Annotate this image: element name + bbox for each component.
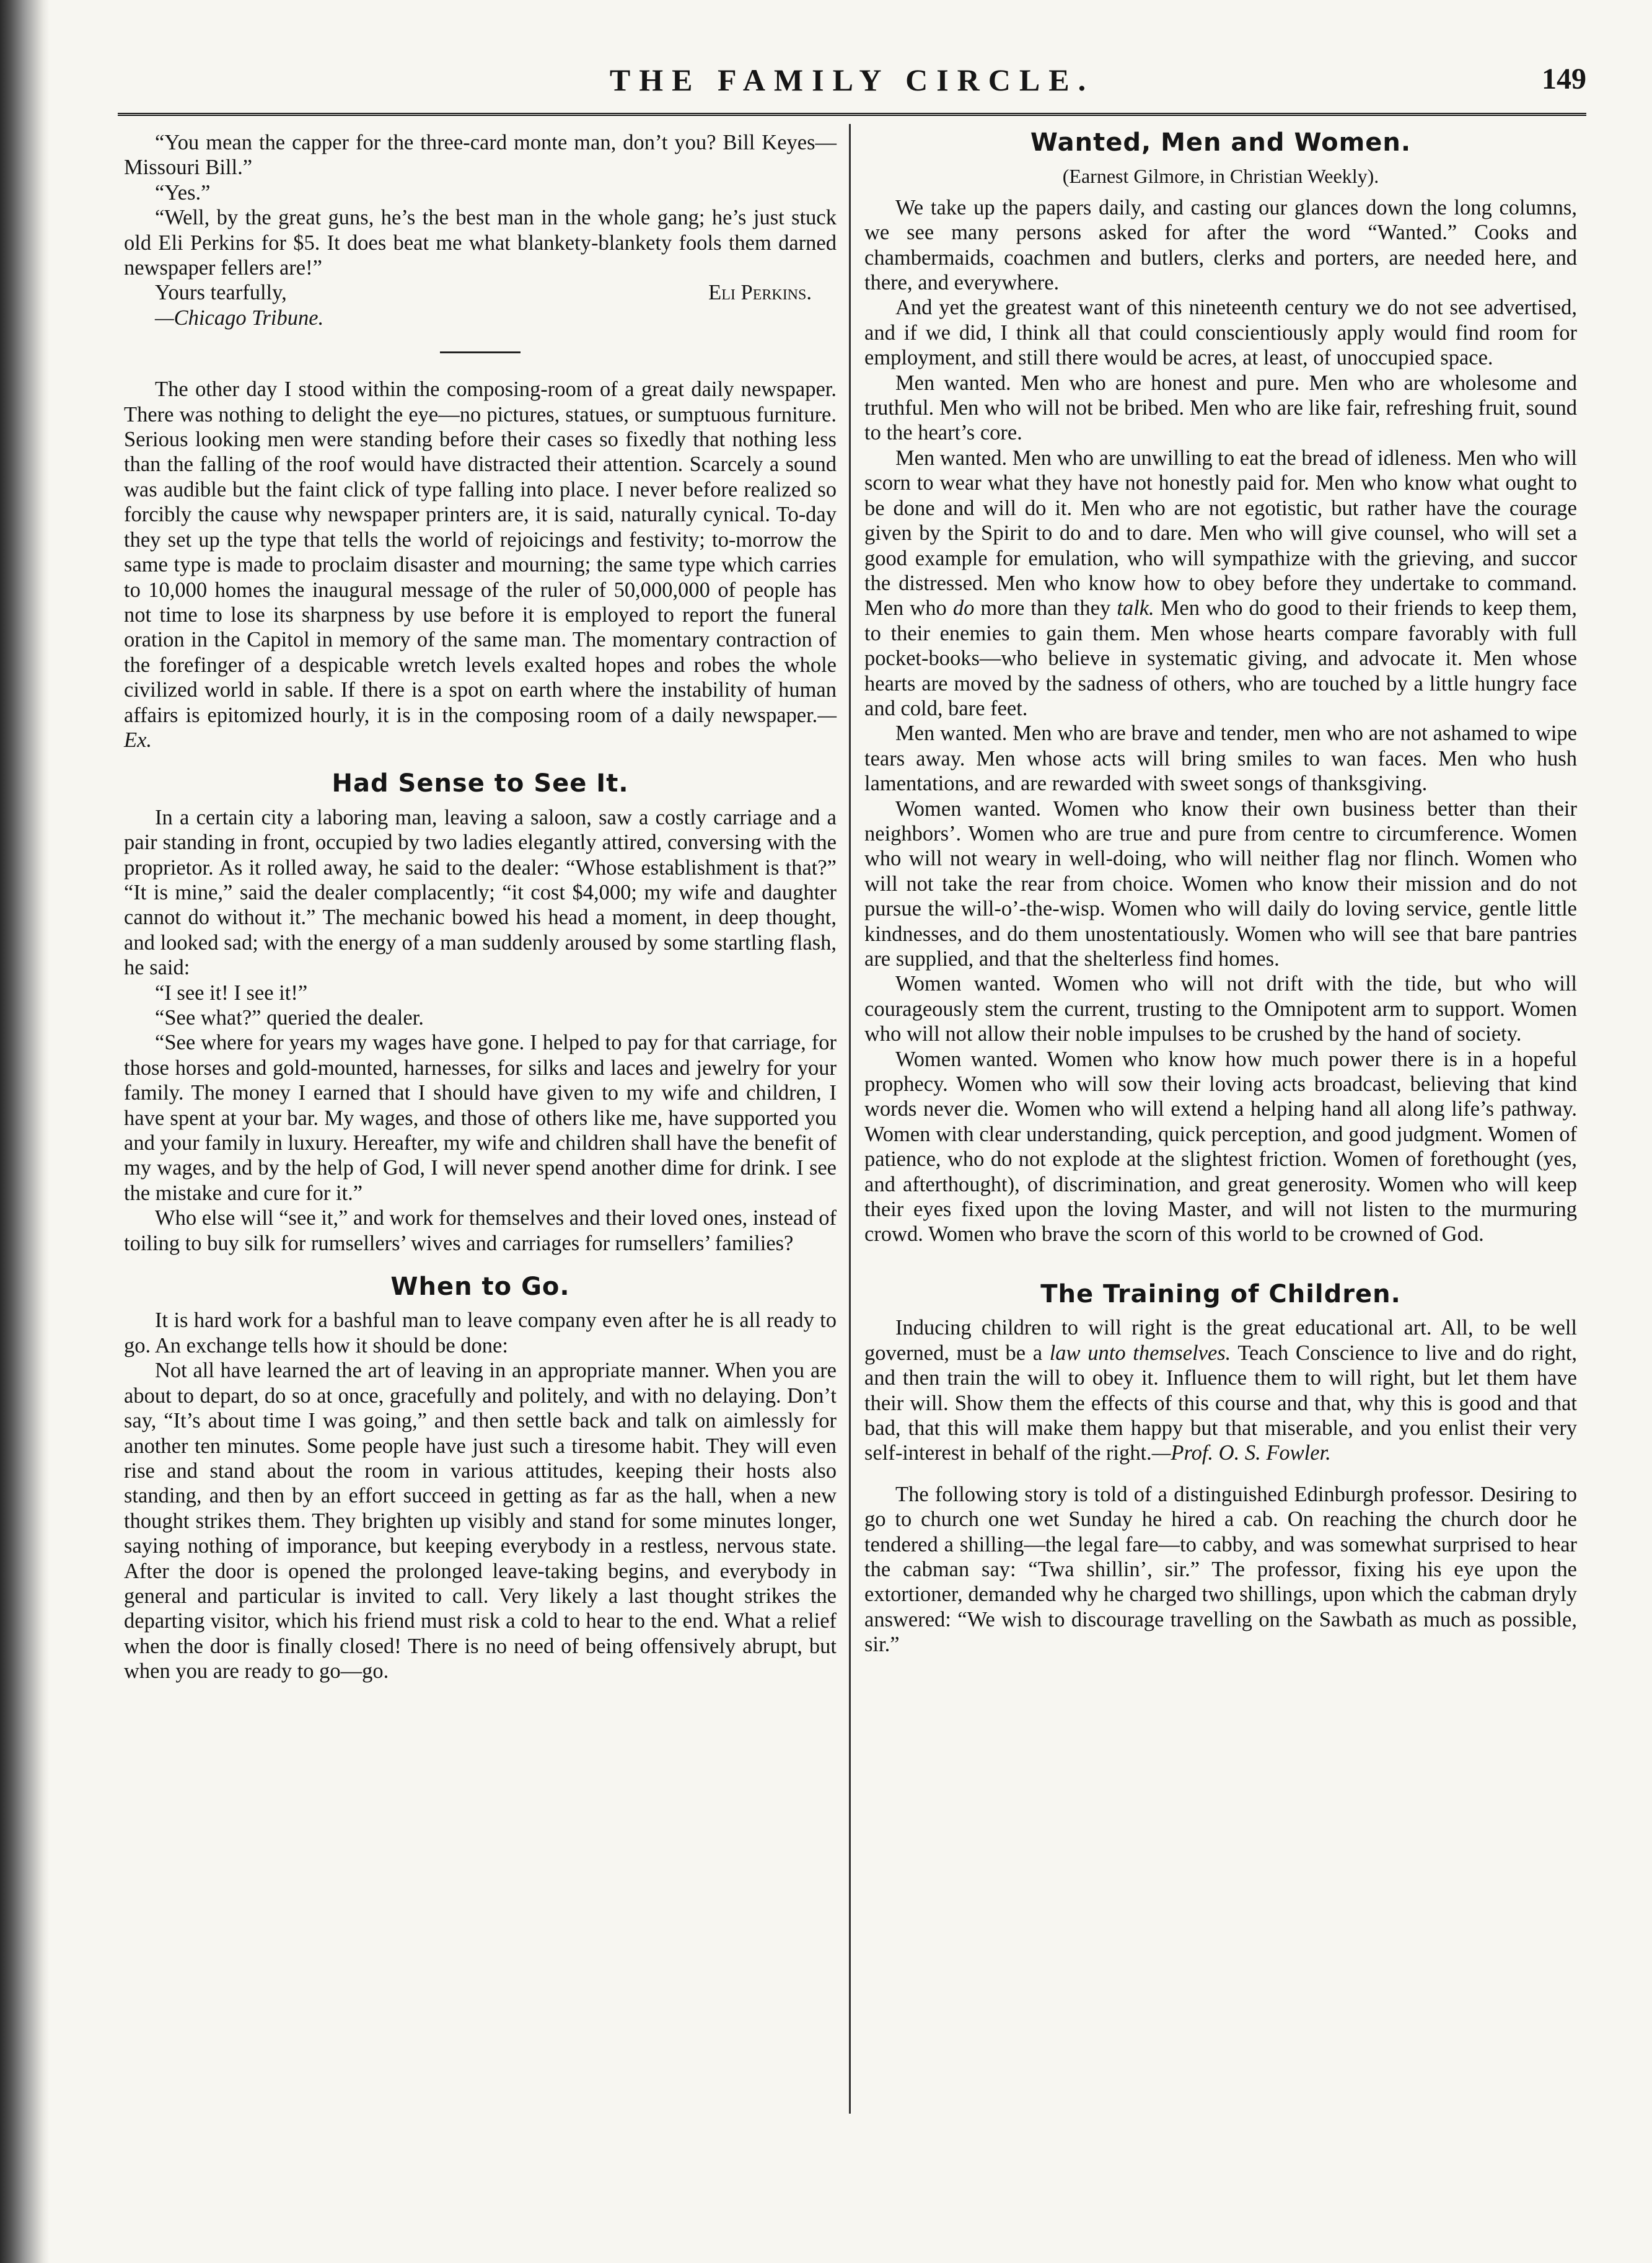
wanted-text: more than they xyxy=(980,596,1111,620)
go-article xyxy=(124,1308,837,1683)
training-article xyxy=(864,1315,1577,1465)
go-heading: When to Go. xyxy=(390,1273,570,1302)
wanted-article xyxy=(864,195,1577,1247)
monte-signature-line xyxy=(124,280,837,305)
header-rule xyxy=(118,113,1586,116)
wanted-byline: (Earnest Gilmore, in Christian Weekly). xyxy=(1062,165,1379,188)
binding-edge-shadow xyxy=(0,0,50,2263)
composing-room-source: —Ex. xyxy=(124,703,837,752)
page-header xyxy=(118,62,1586,112)
training-text: Inducing children to will right is the great educational art. All, to be well governed, must be a xyxy=(864,1316,1577,1365)
wanted-emphasis-do: do xyxy=(952,596,975,620)
page-number: 149 xyxy=(1542,63,1586,95)
sense-paragraph: “See what?” queried the dealer. xyxy=(155,1006,424,1030)
monte-closing: Yours tearfully, xyxy=(155,281,287,305)
go-paragraph: It is hard work for a bashful man to leave company even after he is all ready to go. An exchange tells how it should be done: xyxy=(124,1308,837,1357)
wanted-emphasis-talk: talk. xyxy=(1117,596,1154,620)
training-paragraph xyxy=(864,1315,1577,1465)
training-text: Teach Conscience to live and do right, and then train the will to obey it. Influence them to will right, but let them have their will. Show them the effects of this course and that, why this is good and that bad, that this will make them happy but that miserable, and you enlist their very self-interest in behalf of the right. xyxy=(864,1341,1577,1465)
cabby-paragraph: The following story is told of a distinguished Edinburgh professor. Desiring to go to church one wet Sunday he hired a cab. On reaching the church door he tendered a shilling—the legal fare—to cabby, and was somewhat surprised to hear the cabman say: “Twa shillin’, sir.” The professor, fixing his eye upon the extortioner, demanded why he charged two shillings, upon which the cabman dryly answered: “We wish to discourage travelling on the Sawbath as much as possible, sir.” xyxy=(864,1482,1577,1657)
monte-paragraph: “Well, by the great guns, he’s the best man in the whole gang; he’s just stuck old Eli Perkins for $5. It does beat me what blankety-blankety fools them darned newspaper fellers are!” xyxy=(124,206,837,280)
wanted-text: Men wanted. Men who are unwilling to eat the bread of idleness. Men who will scorn to wear what they have not honestly paid for. Men who know what ought to be done and will do it. Men who are not egotistic, but rather have the courage given by the Spirit to do and to dare. Men who will give counsel, who will set a good example for emulation, who will sympathize with the grieving, and succor the distressed. Men who know how to obey before they undertake to command. Men who xyxy=(864,446,1577,620)
sense-paragraph: In a certain city a laboring man, leaving a saloon, saw a costly carriage and a pair standing in front, occupied by two ladies elegantly attired, conversing with the proprietor. As it rolled away, he said to the dealer: “Whose establishment is that?” “It is mine,” said the dealer complacently; “it cost $4,000; my wife and daughter cannot do without it.” The mechanic bowed his head a moment, in deep thought, and looked sad; with the energy of a man suddenly aroused by some startling flash, he said: xyxy=(124,805,837,980)
wanted-paragraph: Women wanted. Women who will not drift with the tide, but who will courageously stem the current, trusting to the Omnipotent arm to support. Women who will not allow their noble impulses to be crushed by the hand of society. xyxy=(864,972,1577,1046)
composing-room-text: The other day I stood within the composing-room of a great daily newspaper. There was nothing to delight the eye—no pictures, statues, or sumptuous furniture. Serious looking men were standing before their cases so fixedly that nothing less than the falling of the roof would have distracted their attention. Scarcely a sound was audible but the faint click of type falling into place. I never before realized so forcibly the cause why newspaper printers are, it is said, naturally cynical. To-day they set up the type that tells the world of rejoicings and festivity; to-morrow the same type is made to proclaim disaster and mourning; the same type which carries to 10,000 homes the inaugural message of the ruler of 50,000,000 of people has not time to lose its sharpness by use before it is employed to report the funeral oration in the Capitol in memory of the same man. The momentary contraction of the forefinger of a despicable wretch levels exalted hopes and robes the whole civilized world in sable. If there is a spot on earth where the instability of human affairs is epitomized hourly, it is in the composing room of a daily newspaper. xyxy=(124,377,837,727)
monte-signature: Eli Perkins. xyxy=(708,281,812,305)
wanted-text: Men who do good to their friends to keep them, to their enemies to gain them. Men whose hearts compare favorably with full pocket-books—who believe in systematic giving, and advocate it. Men whose hearts are moved by the sadness of others, who are touched by a little hungry face and cold, bare feet. xyxy=(864,596,1578,720)
monte-source: —Chicago Tribune. xyxy=(155,306,324,330)
column-divider xyxy=(849,124,851,2114)
training-emphasis: law unto themselves. xyxy=(1049,1341,1231,1365)
sense-paragraph: Who else will “see it,” and work for themselves and their loved ones, instead of toiling to buy silk for rumsellers’ wives and carriages for rumsellers’ families? xyxy=(124,1206,837,1255)
monte-paragraph: “Yes.” xyxy=(155,180,211,205)
composing-room-article xyxy=(124,377,837,752)
wanted-paragraph: Men wanted. Men who are brave and tender, men who are not ashamed to wipe tears away. Men whose acts will bring smiles to wan faces. Men who hush lamentations, and are rewarded with sweet songs of thanksgiving. xyxy=(864,721,1577,796)
monte-article xyxy=(124,130,837,330)
sense-article xyxy=(124,805,837,1256)
right-column xyxy=(864,130,1577,1657)
sense-paragraph: “See where for years my wages have gone. I helped to pay for that carriage, for those horses and gold-mounted, harnesses, for silks and laces and jewelry for your family. The money I earned that I should have given to my wife and children, I have spent at your bar. My wages, and those of others like me, have supported you and your family in luxury. Hereafter, my wife and children shall have the benefit of my wages, and by the help of God, I will never spend another dime for drink. I see the mistake and cure for it.” xyxy=(124,1031,837,1205)
sense-paragraph: “I see it! I see it!” xyxy=(155,981,308,1005)
wanted-heading: Wanted, Men and Women. xyxy=(1030,128,1412,157)
training-heading: The Training of Children. xyxy=(1040,1279,1401,1308)
go-paragraph: Not all have learned the art of leaving in an appropriate manner. When you are about to depart, do so at once, gracefully and politely, and with no delaying. Don’t say, “It’s about time I was going,” and then settle back and talk on aimlessly for another ten minutes. Some people have just such a tiresome habit. They will even rise and stand about the room in various attitudes, keeping their hosts also standing, and then by an effort succeed in getting as far as the hall, when a new thought strikes them. They brighten up visibly and stand for some minutes longer, saying nothing of imporance, but keeping everybody in a restless, nervous state. After the door is opened the prolonged leave-taking begins, and everybody in general and particular is invited to call. Very likely a last thought strikes the departing visitor, which his friend must risk a cold to hear to the end. What a relief when the door is finally closed! There is no need of being offensively abrupt, but when you are ready to go—go. xyxy=(124,1359,837,1683)
sense-heading: Had Sense to See It. xyxy=(332,769,629,798)
left-column xyxy=(124,130,837,1684)
cabby-article xyxy=(864,1482,1577,1657)
wanted-paragraph: Men wanted. Men who are honest and pure. Men who are wholesome and truthful. Men who will not be bribed. Men who are like fair, refreshing fruit, sound to the heart’s core. xyxy=(864,371,1577,445)
spacer xyxy=(864,1466,1577,1482)
monte-paragraph: “You mean the capper for the three-card monte man, don’t you? Bill Keyes—Missouri Bill.” xyxy=(124,131,837,180)
wanted-paragraph: Women wanted. Women who know how much power there is in a hopeful prophecy. Women who will sow their loving acts broadcast, believing that kind words never die. Women who will extend a helping hand all along life’s pathway. Women with clear understanding, quick perception, and good judgment. Women of patience, who do not explode at the slightest friction. Women of forethought (yes, and afterthought), of discrimination, and great generosity. Women who will keep their eyes fixed upon the loving Master, and will not listen to the murmuring crowd. Women who brave the scorn of this world to be crowned of God. xyxy=(864,1047,1577,1246)
wanted-paragraph: And yet the greatest want of this nineteenth century we do not see advertised, and if we did, I think all that could conscientiously apply would find room for employment, and still there would be acres, at least, of unoccupied space. xyxy=(864,296,1577,370)
composing-room-paragraph xyxy=(124,377,837,752)
section-rule xyxy=(440,351,521,353)
running-head: THE FAMILY CIRCLE. xyxy=(609,63,1095,97)
wanted-paragraph: We take up the papers daily, and casting our glances down the long columns, we see many persons asked for after the word “Wanted.” Cooks and chambermaids, coachmen and butlers, clerks and porters, are needed here, and there, and everywhere. xyxy=(864,195,1577,295)
training-source: —Prof. O. S. Fowler. xyxy=(1151,1441,1331,1465)
wanted-paragraph: Women wanted. Women who know their own business better than their neighbors’. Women who are true and pure from centre to circumference. Women who will not weary in well-doing, who will neither flag nor flinch. Women who will not take the rear from choice. Women who know their mission and do not pursue the will-o’-the-wisp. Women who will daily do loving service, gentle little kindnesses, and do them unostentatiously. Women who will see that bare pantries are supplied, and that the shelterless find homes. xyxy=(864,796,1577,971)
wanted-paragraph xyxy=(864,446,1577,721)
